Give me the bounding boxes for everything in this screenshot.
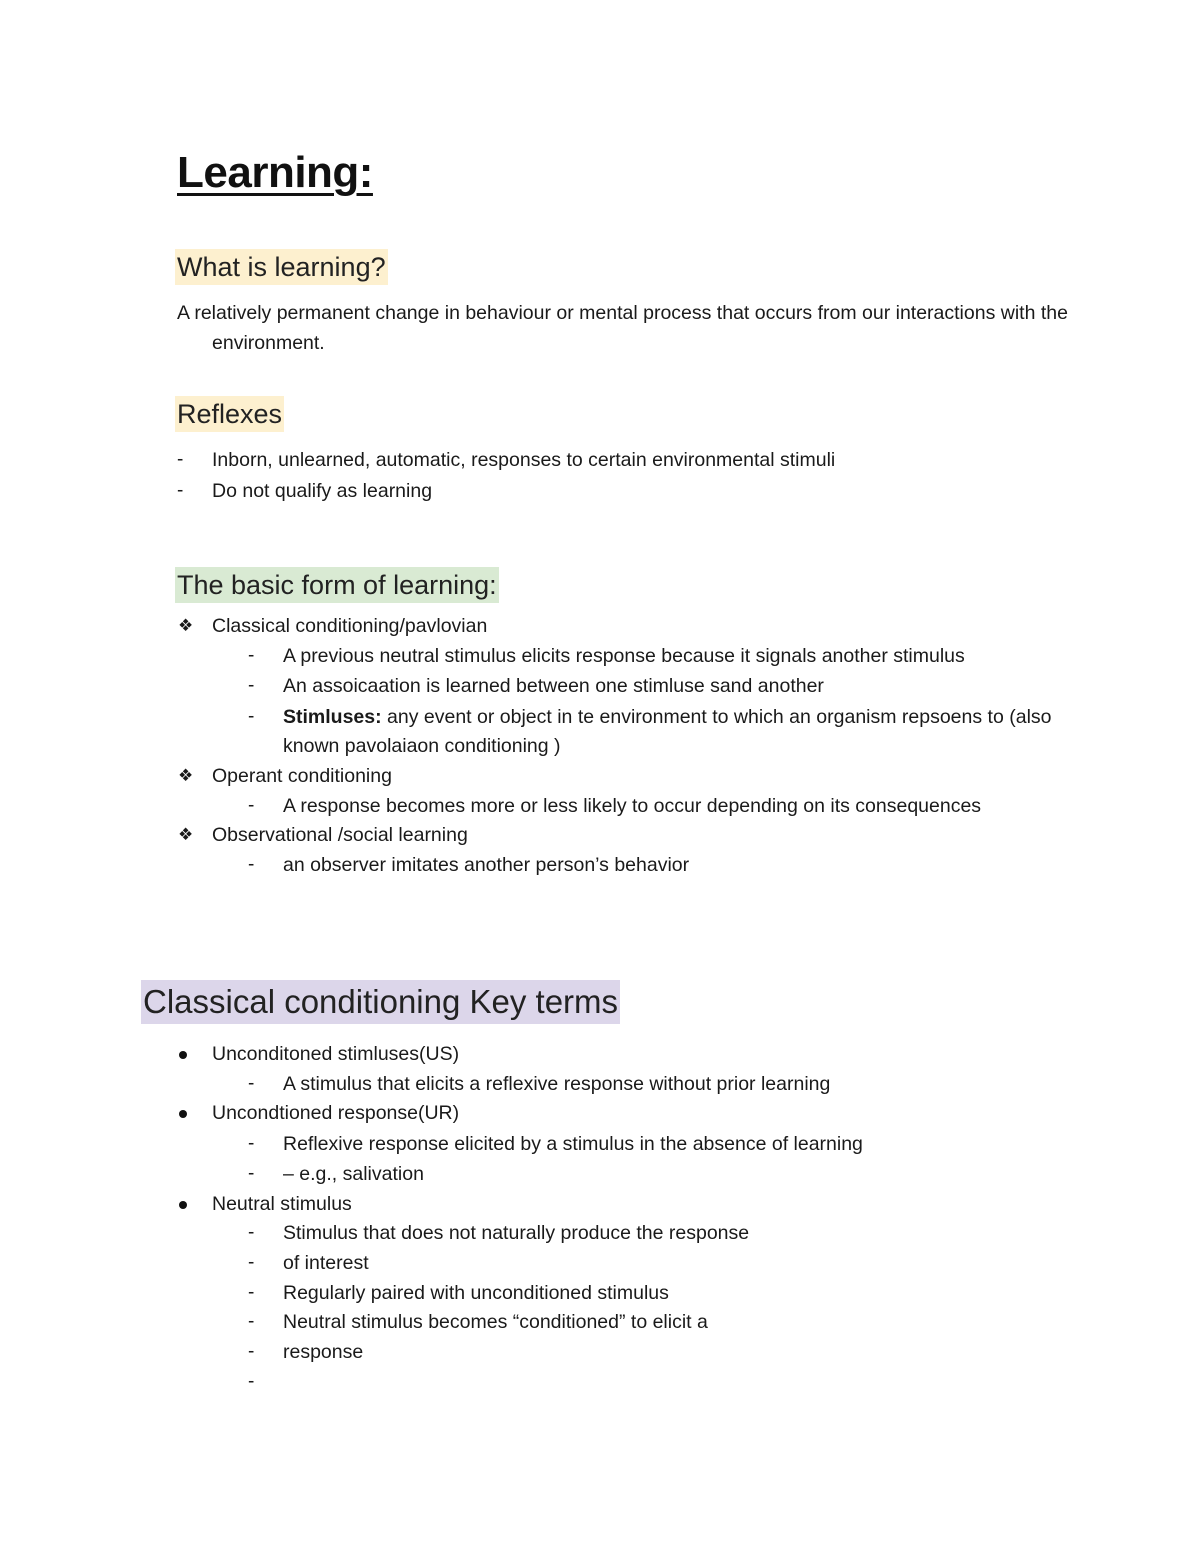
- neutral-sub-1: Stimulus that does not naturally produce the response: [283, 1222, 750, 1244]
- diamond-bullet-icon: ❖: [178, 825, 194, 844]
- neutral-sub-2: of interest: [283, 1252, 369, 1274]
- dash-marker: -: [248, 795, 255, 816]
- classical-sub-1: A previous neutral stimulus elicits response because it signals another stimulus: [283, 645, 965, 667]
- us-sub-1: A stimulus that elicits a reflexive response without prior learning: [283, 1073, 831, 1095]
- neutral-sub-3: Regularly paired with unconditioned stimulus: [283, 1282, 669, 1304]
- operant-conditioning-item: Operant conditioning: [212, 765, 392, 787]
- neutral-sub-4: Neutral stimulus becomes “conditioned” to elicit a: [283, 1311, 708, 1333]
- neutral-sub-5: response: [283, 1341, 364, 1363]
- ur-sub-1: Reflexive response elicited by a stimulus in the absence of learning: [283, 1133, 863, 1155]
- diamond-bullet-icon: ❖: [178, 766, 194, 785]
- dash-marker: -: [248, 1252, 255, 1273]
- dash-marker: -: [248, 1073, 255, 1094]
- dash-marker: -: [248, 645, 255, 666]
- heading-key-terms: Classical conditioning Key terms: [141, 980, 620, 1024]
- dash-marker: -: [248, 675, 255, 696]
- bullet-dot-icon: [179, 1110, 187, 1118]
- classical-sub-2: An assoicaation is learned between one stimluse sand another: [283, 675, 824, 697]
- dash-marker: -: [248, 854, 255, 875]
- bullet-dot-icon: [179, 1201, 187, 1209]
- dash-marker: -: [248, 1311, 255, 1332]
- diamond-bullet-icon: ❖: [178, 616, 194, 635]
- us-item: Unconditoned stimluses(US): [212, 1043, 460, 1065]
- dash-marker: -: [177, 480, 184, 501]
- heading-reflexes: Reflexes: [175, 396, 284, 432]
- dash-marker: -: [177, 449, 184, 470]
- stimluses-term: Stimluses:: [283, 706, 382, 728]
- dash-marker: -: [248, 1341, 255, 1362]
- definition-line-2: environment.: [212, 332, 325, 354]
- ur-sub-2: – e.g., salivation: [283, 1163, 424, 1185]
- heading-what-is-learning: What is learning?: [175, 249, 388, 285]
- classical-conditioning-item: Classical conditioning/pavlovian: [212, 615, 488, 637]
- dash-marker: -: [248, 1163, 255, 1184]
- bullet-dot-icon: [179, 1051, 187, 1059]
- heading-basic-form: The basic form of learning:: [175, 567, 499, 603]
- definition-line-1: A relatively permanent change in behaviour or mental process that occurs from our interactions with the: [177, 302, 1068, 324]
- ur-item: Uncondtioned response(UR): [212, 1102, 460, 1124]
- observational-sub-1: an observer imitates another person’s behavior: [283, 854, 690, 876]
- dash-marker: -: [248, 706, 255, 727]
- operant-sub-1: A response becomes more or less likely to occur depending on its consequences: [283, 795, 982, 817]
- classical-sub-3-line-2: known pavolaiaon conditioning ): [283, 735, 561, 757]
- stimluses-definition: any event or object in te environment to which an organism repsoens to (also: [381, 706, 1052, 728]
- dash-marker: -: [248, 1133, 255, 1154]
- page-title: Learning:: [177, 148, 373, 197]
- neutral-stimulus-item: Neutral stimulus: [212, 1193, 352, 1215]
- dash-marker: -: [248, 1222, 255, 1243]
- classical-sub-3: [283, 702, 1052, 732]
- reflexes-item-1: Inborn, unlearned, automatic, responses to certain environmental stimuli: [212, 449, 836, 471]
- reflexes-item-2: Do not qualify as learning: [212, 480, 433, 502]
- observational-learning-item: Observational /social learning: [212, 824, 468, 846]
- dash-marker: -: [248, 1282, 255, 1303]
- dash-marker: -: [248, 1371, 255, 1392]
